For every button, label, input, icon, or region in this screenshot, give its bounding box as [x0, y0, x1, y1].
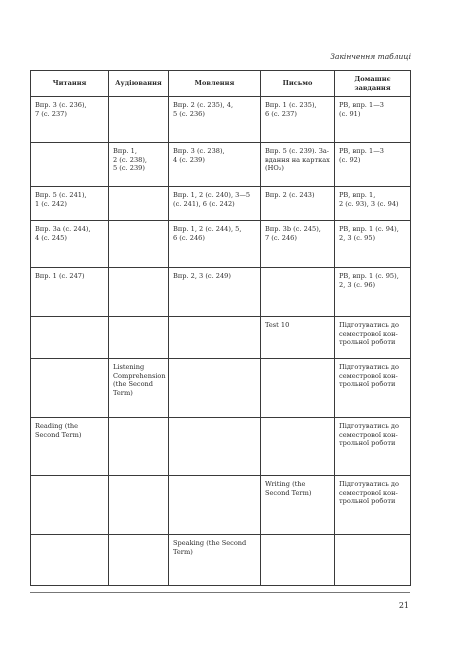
cell-reading [31, 317, 109, 359]
column-header-reading: Читання [31, 71, 109, 97]
cell-listening: Listening Comprehension (the Second Term) [109, 359, 169, 418]
cell-listening [109, 535, 169, 586]
cell-speaking: Впр. 1, 2 (с. 240), 3—5 (с. 241), 6 (с. 242) [169, 187, 261, 221]
cell-writing: Впр. 5 (с. 239). За- вдання на картках (НО₂) [261, 143, 335, 187]
cell-homework: Підготуватись до семестрової кон- трольної роботи [335, 317, 411, 359]
cell-homework: РВ, впр. 1, 2 (с. 93), 3 (с. 94) [335, 187, 411, 221]
cell-reading [31, 476, 109, 535]
cell-writing [261, 418, 335, 476]
footer-divider [30, 592, 410, 593]
cell-writing [261, 268, 335, 317]
table-row [31, 317, 411, 359]
cell-reading: Впр. 5 (с. 241), 1 (с. 242) [31, 187, 109, 221]
cell-listening: Впр. 1, 2 (с. 238), 5 (с. 239) [109, 143, 169, 187]
cell-listening [109, 187, 169, 221]
table-row [31, 535, 411, 586]
cell-reading: Впр. 1 (с. 247) [31, 268, 109, 317]
cell-speaking [169, 359, 261, 418]
cell-listening [109, 418, 169, 476]
column-header-writing: Письмо [261, 71, 335, 97]
cell-homework: Підготуватись до семестрової кон- трольної роботи [335, 476, 411, 535]
cell-speaking: Впр. 2 (с. 235), 4, 5 (с. 236) [169, 97, 261, 143]
column-header-homework: Домашнє завдання [335, 71, 411, 97]
cell-speaking: Впр. 3 (с. 238), 4 (с. 239) [169, 143, 261, 187]
cell-speaking: Впр. 1, 2 (с. 244), 5, 6 (с. 246) [169, 221, 261, 268]
cell-reading: Впр. 3а (с. 244), 4 (с. 245) [31, 221, 109, 268]
cell-writing: Впр. 1 (с. 235), 6 (с. 237) [261, 97, 335, 143]
cell-listening [109, 317, 169, 359]
cell-listening [109, 476, 169, 535]
cell-reading: Reading (the Second Term) [31, 418, 109, 476]
table-row [31, 359, 411, 418]
cell-writing: Test 10 [261, 317, 335, 359]
cell-reading: Впр. 3 (с. 236), 7 (с. 237) [31, 97, 109, 143]
table-header [31, 71, 411, 97]
column-header-speaking: Мовлення [169, 71, 261, 97]
page-number: 21 [398, 601, 409, 610]
lesson-plan-table [30, 70, 411, 586]
cell-reading [31, 535, 109, 586]
cell-speaking [169, 418, 261, 476]
header-row [31, 71, 411, 97]
cell-listening [109, 221, 169, 268]
table-row [31, 221, 411, 268]
cell-reading [31, 143, 109, 187]
cell-speaking [169, 476, 261, 535]
table-continuation-caption: Закінчення таблиці [330, 52, 411, 61]
table-row [31, 476, 411, 535]
table-row [31, 187, 411, 221]
cell-writing: Впр. 3b (с. 245), 7 (с. 246) [261, 221, 335, 268]
cell-homework: РВ, впр. 1 (с. 94), 2, 3 (с. 95) [335, 221, 411, 268]
table-row [31, 418, 411, 476]
cell-homework: РВ, впр. 1—3 (с. 91) [335, 97, 411, 143]
cell-reading [31, 359, 109, 418]
cell-speaking [169, 317, 261, 359]
cell-homework [335, 535, 411, 586]
cell-writing: Впр. 2 (с. 243) [261, 187, 335, 221]
cell-writing [261, 359, 335, 418]
column-header-listening: Аудіювання [109, 71, 169, 97]
cell-homework: Підготуватись до семестрової кон- трольної роботи [335, 359, 411, 418]
cell-homework: Підготуватись до семестрової кон- трольної роботи [335, 418, 411, 476]
cell-homework: РВ, впр. 1 (с. 95), 2, 3 (с. 96) [335, 268, 411, 317]
table-row [31, 143, 411, 187]
cell-speaking: Speaking (the Second Term) [169, 535, 261, 586]
cell-writing [261, 535, 335, 586]
cell-writing: Writing (the Second Term) [261, 476, 335, 535]
cell-listening [109, 97, 169, 143]
cell-homework: РВ, впр. 1—3 (с. 92) [335, 143, 411, 187]
table-row [31, 268, 411, 317]
cell-speaking: Впр. 2, 3 (с. 249) [169, 268, 261, 317]
table-body [31, 97, 411, 586]
table-row [31, 97, 411, 143]
cell-listening [109, 268, 169, 317]
